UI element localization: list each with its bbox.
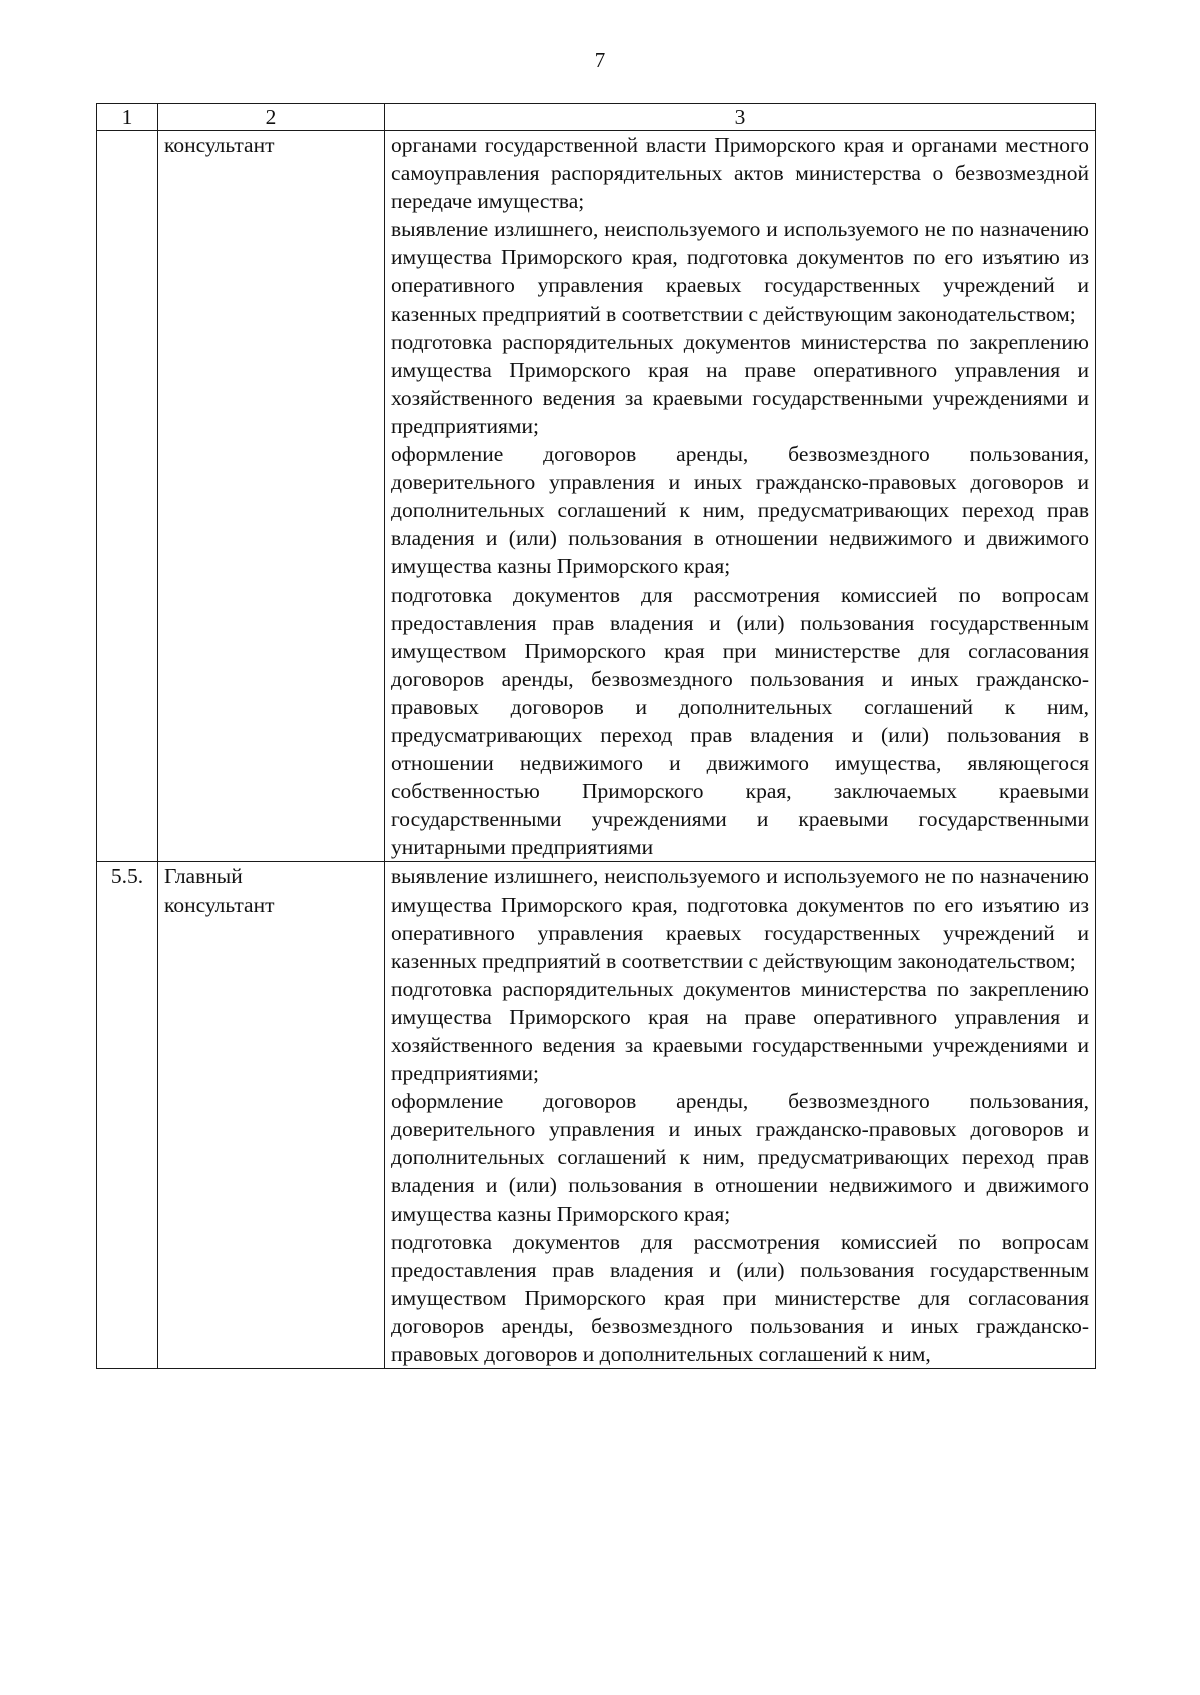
duty-paragraph: подготовка распорядительных документов министерства по закреплению имущества Приморского края на праве оперативного управления и хозяйственного ведения за краевыми государственными учреждениями и предприятиями;	[391, 976, 1089, 1086]
duties-cell	[385, 862, 1096, 1369]
table-row	[97, 862, 1096, 1369]
duty-paragraph: подготовка документов для рассмотрения комиссией по вопросам предоставления прав владения и (или) пользования государственным имуществом Приморского края при министерстве для согласования договоров аренды, безвозмездного пользования и иных гражданско-правовых договоров и дополнительных соглашений к ним,	[391, 1229, 1089, 1367]
table-row	[97, 131, 1096, 862]
position-cell	[158, 131, 385, 862]
table-header-row	[97, 104, 1096, 131]
duties-table	[96, 103, 1096, 1369]
position-title: Главный	[164, 864, 243, 889]
position-cell	[158, 862, 385, 1369]
header-cell-1: 1	[97, 104, 158, 131]
duty-paragraph: оформление договоров аренды, безвозмездного пользования, доверительного управления и иных гражданско-правовых договоров и дополнительных соглашений к ним, предусматривающих переход прав владения и (или) пользования в отношении недвижимого и движимого имущества казны Приморского края;	[391, 442, 1089, 579]
duty-paragraph: подготовка распорядительных документов министерства по закреплению имущества Приморского края на праве оперативного управления и хозяйственного ведения за краевыми государственными учреждениями и предприятиями;	[391, 329, 1089, 438]
duty-paragraph: подготовка документов для рассмотрения комиссией по вопросам предоставления прав владения и (или) пользования государственным имуществом Приморского края при министерстве для согласования договоров аренды, безвозмездного пользования и иных гражданско-правовых договоров и дополнительных соглашений к ним, предусматривающих переход прав владения и (или) пользования в отношении недвижимого и движимого имущества, являющегося собственностью Приморского края, заключаемых краевыми государственными учреждениями и краевыми государственными унитарными предприятиями	[391, 582, 1089, 860]
duty-paragraph: выявление излишнего, неиспользуемого и используемого не по назначению имущества Приморского края, подготовка документов по его изъятию из оперативного управления краевых государственных учреждений и казенных предприятий в соответствии с действующим законодательством;	[391, 217, 1089, 326]
duty-paragraph: органами государственной власти Приморского края и органами местного самоуправления распорядительных актов министерства о безвозмездной передаче имущества;	[391, 133, 1089, 214]
duties-cell	[385, 131, 1096, 862]
header-cell-2: 2	[158, 104, 385, 131]
row-number	[97, 131, 158, 862]
row-number: 5.5.	[97, 862, 158, 1369]
position-title: консультант	[164, 133, 275, 157]
position-title: консультант	[164, 892, 275, 917]
duty-paragraph: выявление излишнего, неиспользуемого и используемого не по назначению имущества Приморского края, подготовка документов по его изъятию из оперативного управления краевых государственных учреждений и казенных предприятий в соответствии с действующим законодательством;	[391, 864, 1089, 973]
page-number: 7	[594, 48, 606, 72]
header-cell-3: 3	[385, 104, 1096, 131]
duty-paragraph: оформление договоров аренды, безвозмездного пользования, доверительного управления и иных гражданско-правовых договоров и дополнительных соглашений к ним, предусматривающих переход прав владения и (или) пользования в отношении недвижимого и движимого имущества казны Приморского края;	[391, 1089, 1089, 1226]
